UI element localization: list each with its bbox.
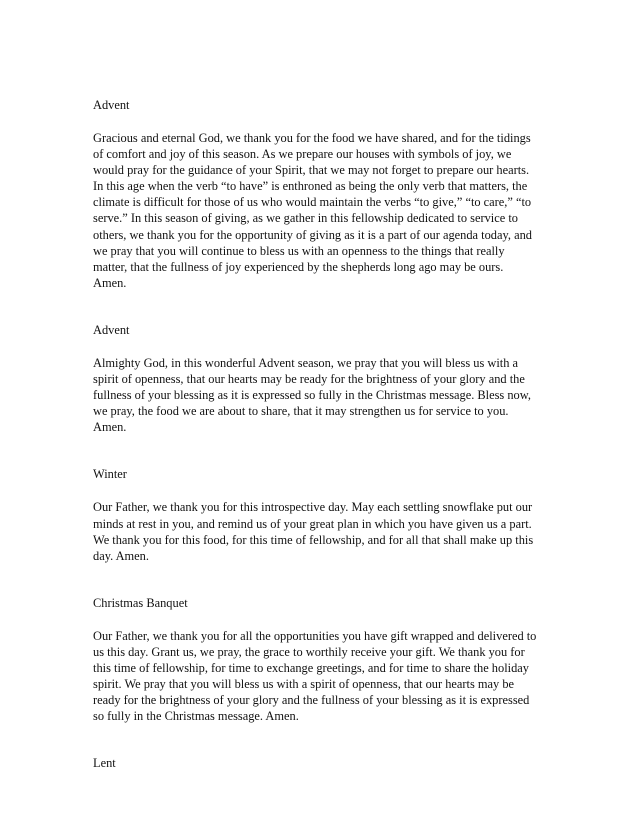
section-body — [93, 130, 551, 291]
prayer-section-winter — [93, 466, 551, 563]
text-line: Amen. — [93, 275, 127, 290]
text-line: Our Father, we thank you for all the opportunities you have gift wrapped and delivered to — [93, 628, 537, 643]
text-line: of comfort and joy of this season. As we prepare our houses with symbols of joy, we — [93, 147, 512, 162]
section-title: Advent — [93, 322, 130, 337]
text-line: others, we thank you for the opportunity of giving as it is a part of our agenda today, and — [93, 227, 532, 242]
text-line: Amen. — [93, 420, 127, 435]
text-line: matter, that the fullness of joy experienced by the shepherds long ago may be ours. — [93, 259, 504, 274]
text-line: day. Amen. — [93, 548, 149, 563]
text-line: spirit of openness, that our hearts may be ready for the brightness of your glory and the — [93, 372, 525, 387]
prayer-section-christmas-banquet — [93, 595, 551, 725]
text-line: We thank you for this food, for this time of fellowship, and for all that shall make up this — [93, 532, 534, 547]
text-line: this time of fellowship, for time to exchange greetings, and for time to share the holiday — [93, 660, 529, 675]
text-line: minds at rest in you, and remind us of your great plan in which you have given us a part. — [93, 516, 532, 531]
section-body — [93, 628, 551, 725]
text-line: us this day. Grant us, we pray, the grace to worthily receive your gift. We thank you for — [93, 644, 525, 659]
text-line: Almighty God, in this wonderful Advent season, we pray that you will bless us with a — [93, 355, 519, 370]
prayer-section-lent — [93, 755, 551, 771]
section-body — [93, 355, 551, 435]
section-body — [93, 499, 551, 563]
text-line: so fully in the Christmas message. Amen. — [93, 709, 299, 724]
prayer-section-advent-1 — [93, 97, 551, 291]
text-line: we pray, the food we are about to share, that it may strengthen us for service to you. — [93, 404, 509, 419]
text-line: spirit. We pray that you will bless us with a spirit of openness, that our hearts may be — [93, 677, 515, 692]
section-title: Winter — [93, 467, 127, 482]
prayer-section-advent-2 — [93, 322, 551, 435]
section-title: Advent — [93, 98, 130, 112]
text-line: In this age when the verb “to have” is enthroned as being the only verb that matters, the — [93, 179, 528, 194]
text-line: serve.” In this season of giving, as we gather in this fellowship dedicated to service to — [93, 211, 518, 226]
text-line: climate is difficult for those of us who would maintain the verbs “to give,” “to care,” “to — [93, 195, 532, 210]
text-line: Our Father, we thank you for this introspective day. May each settling snowflake put our — [93, 500, 533, 515]
text-line: would pray for the guidance of your Spirit, that we may not forget to prepare our hearts. — [93, 163, 530, 178]
document-page — [93, 97, 551, 802]
section-title: Lent — [93, 756, 116, 771]
text-line: ready for the brightness of your glory and the fullness of your blessing as it is expressed — [93, 693, 530, 708]
text-line: fullness of your blessing as it is expressed so fully in the Christmas message. Bless now, — [93, 388, 531, 403]
text-line: we pray that you will continue to bless us with an openness to the things that really — [93, 243, 505, 258]
section-title: Christmas Banquet — [93, 595, 188, 610]
text-line: Gracious and eternal God, we thank you for the food we have shared, and for the tidings — [93, 131, 531, 145]
